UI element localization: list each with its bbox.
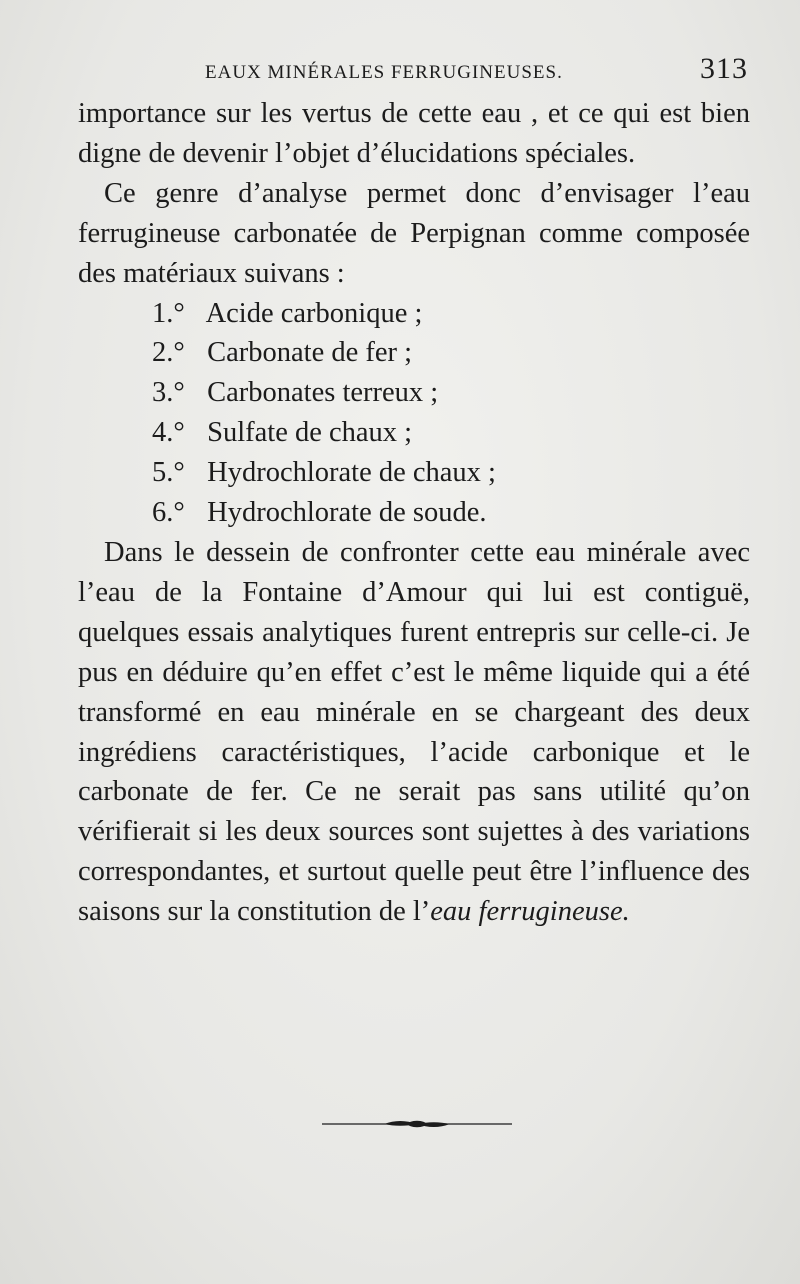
list-item-number: 4.° (152, 417, 185, 449)
paragraph-analysis: Ce genre d’analyse permet donc d’envisager l’eau ferrugineuse carbonatée de Perpignan comme composée des matériaux suivans : (78, 177, 750, 289)
list-item (78, 493, 750, 533)
list-item-text: Carbonate de fer ; (207, 337, 413, 369)
page-number: 313 (700, 52, 748, 85)
list-item (78, 333, 750, 373)
list-item-text: Acide carbonique ; (205, 297, 423, 329)
list-item-number: 2.° (152, 337, 185, 369)
list-item-text: Hydrochlorate de chaux ; (207, 457, 496, 489)
list-item-text: Sulfate de chaux ; (207, 417, 413, 449)
list-item-text: Carbonates terreux ; (207, 377, 439, 409)
body-text (78, 94, 750, 932)
page-header (205, 52, 748, 86)
list-item (78, 453, 750, 493)
paragraph-comparison-text: Dans le dessein de confronter cette eau minérale avec l’eau de la Fontaine d’Amour qui lui est contiguë, quelques essais analytiques furent entrepris sur celle-ci. Je pus en déduire qu’en effet c’est le même liquide qui a été transformé en eau minérale en se chargeant des deux ingrédiens caractéristiques, l’acide carbonique et le carbonate de fer. Ce ne serait pas sans utilité qu’on vérifierait si les deux sources sont sujettes à des variations correspondantes, et surtout quelle peut être l’influence des saisons sur la constitution de l’ (78, 536, 750, 928)
italic-term: eau ferrugineuse. (430, 896, 630, 928)
running-head: EAUX MINÉRALES FERRUGINEUSES. (205, 62, 563, 83)
list-item-text: Hydrochlorate de soude. (207, 497, 487, 529)
tailpiece-ornament-icon (322, 1117, 512, 1131)
materials-list (78, 294, 750, 533)
paragraph-comparison (78, 533, 750, 932)
list-item-number: 1.° (152, 297, 185, 329)
list-item-number: 5.° (152, 457, 185, 489)
list-item-number: 6.° (152, 497, 185, 529)
paragraph-continuation: importance sur les vertus de cette eau , et ce qui est bien digne de devenir l’objet d’élucidations spéciales. (78, 98, 750, 169)
list-item (78, 413, 750, 453)
list-item-number: 3.° (152, 377, 185, 409)
list-item (78, 373, 750, 413)
list-item (78, 294, 750, 334)
